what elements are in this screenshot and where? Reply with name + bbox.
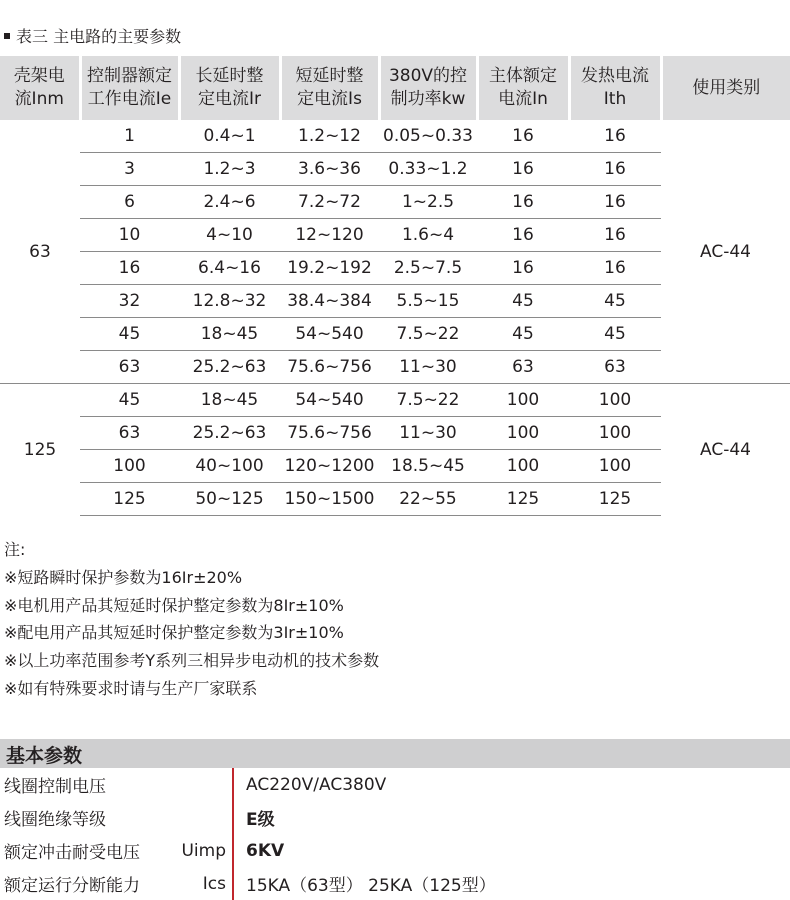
column-header-line: 长延时整 — [181, 65, 279, 88]
basic-param-row — [0, 834, 790, 867]
basic-params-title: 基本参数 — [6, 741, 82, 768]
table-cell: 7.2~72 — [280, 186, 379, 219]
table-cell: 100 — [80, 450, 179, 483]
table-cell: 18~45 — [179, 384, 280, 417]
column-header — [80, 56, 179, 120]
table-cell: 63 — [80, 351, 179, 384]
table-cell: 100 — [477, 384, 569, 417]
table-cell: 19.2~192 — [280, 252, 379, 285]
table-cell: 7.5~22 — [379, 384, 477, 417]
table-cell: 54~540 — [280, 318, 379, 351]
table-cell: 0.4~1 — [179, 120, 280, 153]
table-cell: 100 — [569, 450, 661, 483]
table-cell: 16 — [569, 120, 661, 153]
basic-param-value: E级 — [233, 801, 790, 834]
main-circuit-params-table — [0, 56, 790, 516]
table-cell: 18~45 — [179, 318, 280, 351]
notes — [4, 536, 379, 703]
table-cell: 100 — [569, 384, 661, 417]
table-cell: 12~120 — [280, 219, 379, 252]
basic-params-table — [0, 768, 790, 900]
table-cell: 0.05~0.33 — [379, 120, 477, 153]
table-cell: 18.5~45 — [379, 450, 477, 483]
bullet-square-icon — [4, 33, 10, 39]
table-cell: 0.33~1.2 — [379, 153, 477, 186]
column-header — [0, 56, 80, 120]
basic-params-header — [0, 739, 790, 768]
table-cell: 45 — [569, 285, 661, 318]
column-header — [379, 56, 477, 120]
table-cell: 22~55 — [379, 483, 477, 516]
column-header-line: 定电流Is — [282, 88, 378, 111]
table-cell: 3 — [80, 153, 179, 186]
table-cell: 1~2.5 — [379, 186, 477, 219]
basic-param-value: 6KV — [233, 834, 790, 867]
column-header-line: 制功率kw — [381, 88, 476, 111]
table-cell: 45 — [80, 318, 179, 351]
basic-param-row — [0, 867, 790, 900]
table-cell: 12.8~32 — [179, 285, 280, 318]
table-cell: 16 — [477, 186, 569, 219]
table-cell: 1.6~4 — [379, 219, 477, 252]
table-cell: 54~540 — [280, 384, 379, 417]
table-cell: 16 — [569, 219, 661, 252]
basic-param-label: 额定运行分断能力 — [0, 867, 175, 900]
table-cell: 25.2~63 — [179, 417, 280, 450]
table-cell: 125 — [477, 483, 569, 516]
table-cell: 4~10 — [179, 219, 280, 252]
column-header — [477, 56, 569, 120]
table-cell: 7.5~22 — [379, 318, 477, 351]
table-cell: 16 — [80, 252, 179, 285]
column-header-line: 电流In — [479, 88, 568, 111]
table-cell: 50~125 — [179, 483, 280, 516]
usage-category-cell: AC-44 — [661, 120, 790, 384]
basic-param-label: 线圈控制电压 — [0, 768, 175, 801]
column-header-line: 使用类别 — [663, 77, 790, 100]
column-header-line: Ith — [571, 88, 660, 111]
table-row — [0, 120, 790, 153]
table-cell: 6.4~16 — [179, 252, 280, 285]
table-header-row — [0, 56, 790, 120]
table-cell: 75.6~756 — [280, 351, 379, 384]
table-cell: 100 — [477, 417, 569, 450]
table-cell: 125 — [80, 483, 179, 516]
table-cell: 45 — [477, 285, 569, 318]
basic-param-row — [0, 768, 790, 801]
note-item: ※短路瞬时保护参数为16Ir±20% — [4, 564, 379, 592]
table-cell: 3.6~36 — [280, 153, 379, 186]
table-cell: 32 — [80, 285, 179, 318]
column-header-line: 主体额定 — [479, 65, 568, 88]
table-caption-text: 表三 主电路的主要参数 — [16, 27, 181, 46]
table-cell: 5.5~15 — [379, 285, 477, 318]
table-cell: 100 — [569, 417, 661, 450]
basic-param-row — [0, 801, 790, 834]
column-header — [280, 56, 379, 120]
table-cell: 1.2~3 — [179, 153, 280, 186]
table-cell: 2.4~6 — [179, 186, 280, 219]
table-cell: 1 — [80, 120, 179, 153]
table-cell: 16 — [569, 252, 661, 285]
note-item: ※电机用产品其短延时保护整定参数为8Ir±10% — [4, 592, 379, 620]
basic-param-label: 线圈绝缘等级 — [0, 801, 175, 834]
basic-param-symbol — [175, 768, 233, 801]
table-cell: 100 — [477, 450, 569, 483]
basic-param-symbol — [175, 801, 233, 834]
table-cell: 45 — [80, 384, 179, 417]
table-cell: 38.4~384 — [280, 285, 379, 318]
table-cell: 45 — [477, 318, 569, 351]
column-header-line: 工作电流Ie — [82, 88, 178, 111]
table-cell: 16 — [569, 153, 661, 186]
basic-param-value: 15KA（63型） 25KA（125型） — [233, 867, 790, 900]
frame-current-cell: 63 — [0, 120, 80, 384]
column-header — [569, 56, 661, 120]
table-cell: 16 — [569, 186, 661, 219]
column-header-line: 短延时整 — [282, 65, 378, 88]
note-item: ※配电用产品其短延时保护整定参数为3Ir±10% — [4, 619, 379, 647]
table-cell: 125 — [569, 483, 661, 516]
table-cell: 16 — [477, 252, 569, 285]
column-header-line: 定电流Ir — [181, 88, 279, 111]
table-cell: 63 — [80, 417, 179, 450]
table-cell: 150~1500 — [280, 483, 379, 516]
table-cell: 11~30 — [379, 417, 477, 450]
basic-param-label: 额定冲击耐受电压 — [0, 834, 175, 867]
column-header — [179, 56, 280, 120]
notes-title: 注: — [4, 536, 379, 564]
table-row — [0, 384, 790, 417]
table-cell: 6 — [80, 186, 179, 219]
frame-current-cell: 125 — [0, 384, 80, 516]
note-item: ※以上功率范围参考Y系列三相异步电动机的技术参数 — [4, 647, 379, 675]
basic-param-value: AC220V/AC380V — [233, 768, 790, 801]
table-cell: 25.2~63 — [179, 351, 280, 384]
table-cell: 16 — [477, 120, 569, 153]
table-cell: 75.6~756 — [280, 417, 379, 450]
table-caption — [4, 24, 181, 47]
table-cell: 16 — [477, 153, 569, 186]
note-item: ※如有特殊要求时请与生产厂家联系 — [4, 675, 379, 703]
column-header-line: 380V的控 — [381, 65, 476, 88]
table-cell: 120~1200 — [280, 450, 379, 483]
table-cell: 63 — [477, 351, 569, 384]
table-cell: 11~30 — [379, 351, 477, 384]
table-cell: 45 — [569, 318, 661, 351]
column-header-line: 发热电流 — [571, 65, 660, 88]
table-cell: 40~100 — [179, 450, 280, 483]
column-header-line: 壳架电 — [0, 65, 79, 88]
basic-param-symbol: Ics — [175, 867, 233, 900]
table-cell: 10 — [80, 219, 179, 252]
usage-category-cell: AC-44 — [661, 384, 790, 516]
column-header-line: 控制器额定 — [82, 65, 178, 88]
table-cell: 2.5~7.5 — [379, 252, 477, 285]
table-cell: 16 — [477, 219, 569, 252]
basic-param-symbol: Uimp — [175, 834, 233, 867]
table-cell: 1.2~12 — [280, 120, 379, 153]
column-header-line: 流Inm — [0, 88, 79, 111]
table-cell: 63 — [569, 351, 661, 384]
column-header — [661, 56, 790, 120]
